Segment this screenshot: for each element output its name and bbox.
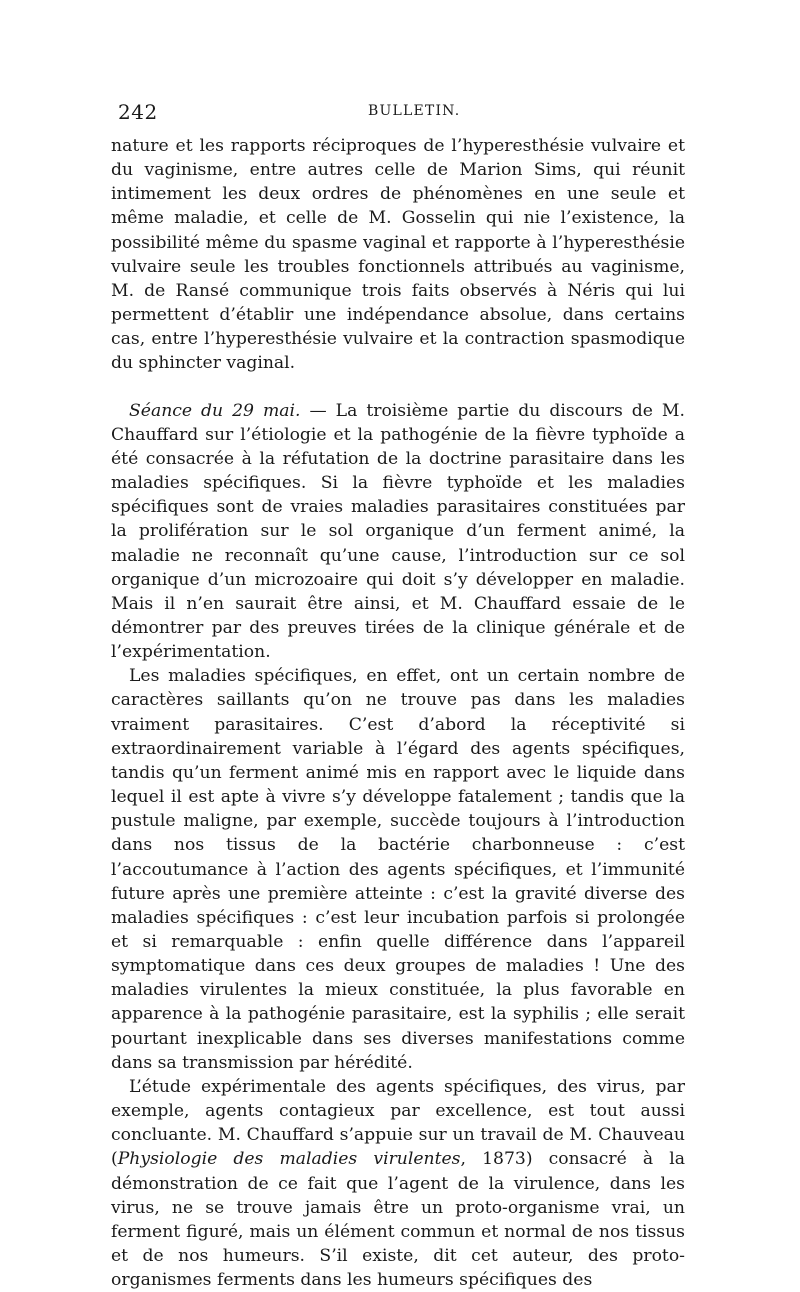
paragraph-maladies-specifiques: Les maladies spécifiques, en effet, ont un certain nombre de caractères saillants qu’on ne trouve pas dans les maladies vraiment parasitaires. C’est d’abord la réceptivité si extraordinairement variable à l’égard des agents spécifiques, tandis qu’un ferment animé mis en rapport avec le liquide dans lequel il est apte à vivre s’y développe fatalement ; tandis que la pustule maligne, par exemple, succède toujours à l’introduction dans nos tissus de la bactérie charbonneuse : c’est l’accoutumance à l’action des agents spécifiques, et l’immunité future après une première atteinte : c’est la gravité diverse des maladies spécifiques : c’est leur incubation parfois si prolongée et si remarquable : enfin quelle différence dans l’appareil symptomatique dans ces deux groupes de maladies ! Une des maladies virulentes la mieux constituée, la plus favorable en apparence à la pathogénie parasitaire, est la syphilis ; elle serait pourtant inexplicable dans ses diverses manifestations comme dans sa transmission par hérédité. — [111, 666, 685, 1073]
seance-text: — La troisième partie du discours de M. Chauffard sur l’étiologie et la pathogénie de la fièvre typhoïde a été consacrée à la réfutation de la doctrine parasitaire dans les maladies spécifiques. Si la fièvre typhoïde et les maladies spécifiques sont de vraies maladies parasitaires constituées par la prolifération sur le sol organique d’un ferment animé, la maladie ne reconnaît qu’une cause, l’introduction sur ce sol organique d’un microzoaire qui doit s’y développer en maladie. Mais il n’en saurait être ainsi, et M. Chauffard essaie de le démontrer par des preuves tirées de la clinique générale et de l’expérimentation. — [111, 400, 685, 663]
cited-work-title: Physiologie des maladies virulentes — [117, 1149, 461, 1170]
page-header — [118, 100, 680, 126]
seance-date-label: Séance du 29 mai. — [129, 400, 301, 421]
paragraph-part-a: L’étude expérimentale des agents spécifiques, des virus, par exemple, agents contagieux par excellence, est tout aussi concluante. M. Chauffard s’appuie sur un travail de M. Chauveau ( — [111, 1076, 685, 1170]
paragraph-etude-experimentale — [111, 1075, 685, 1292]
paragraph-ransé: nature et les rapports réciproques de l’hyperesthésie vulvaire et du vaginisme, entre autres celle de Marion Sims, qui réunit intimement les deux ordres de phénomènes en une seule et même maladie, et celle de M. Gosselin qui nie l’existence, la possibilité même du spasme vaginal et rapporte à l’hyperesthésie vulvaire seule les troubles fonctionnels attribués au vaginisme, M. de Ransé communique trois faits observés à Néris qui lui permettent d’établir une indépendance absolue, dans certains cas, entre l’hyperesthésie vulvaire et la contraction spasmodique du sphincter vaginal. — [111, 136, 685, 374]
paragraph-part-b: , 1873) consacré à la démonstration de ce fait que l’agent de la virulence, dans les virus, ne se trouve jamais être un proto-organisme vrai, un ferment figuré, mais un élément commun et normal de nos tissus et de nos humeurs. S’il existe, dit cet auteur, des proto-organismes ferments dans les humeurs spécifiques des — [111, 1149, 685, 1291]
page-number: 242 — [118, 100, 158, 124]
paragraph-seance-29-mai — [111, 399, 685, 665]
body-text — [111, 134, 685, 1292]
running-title: BULLETIN. — [368, 103, 461, 119]
